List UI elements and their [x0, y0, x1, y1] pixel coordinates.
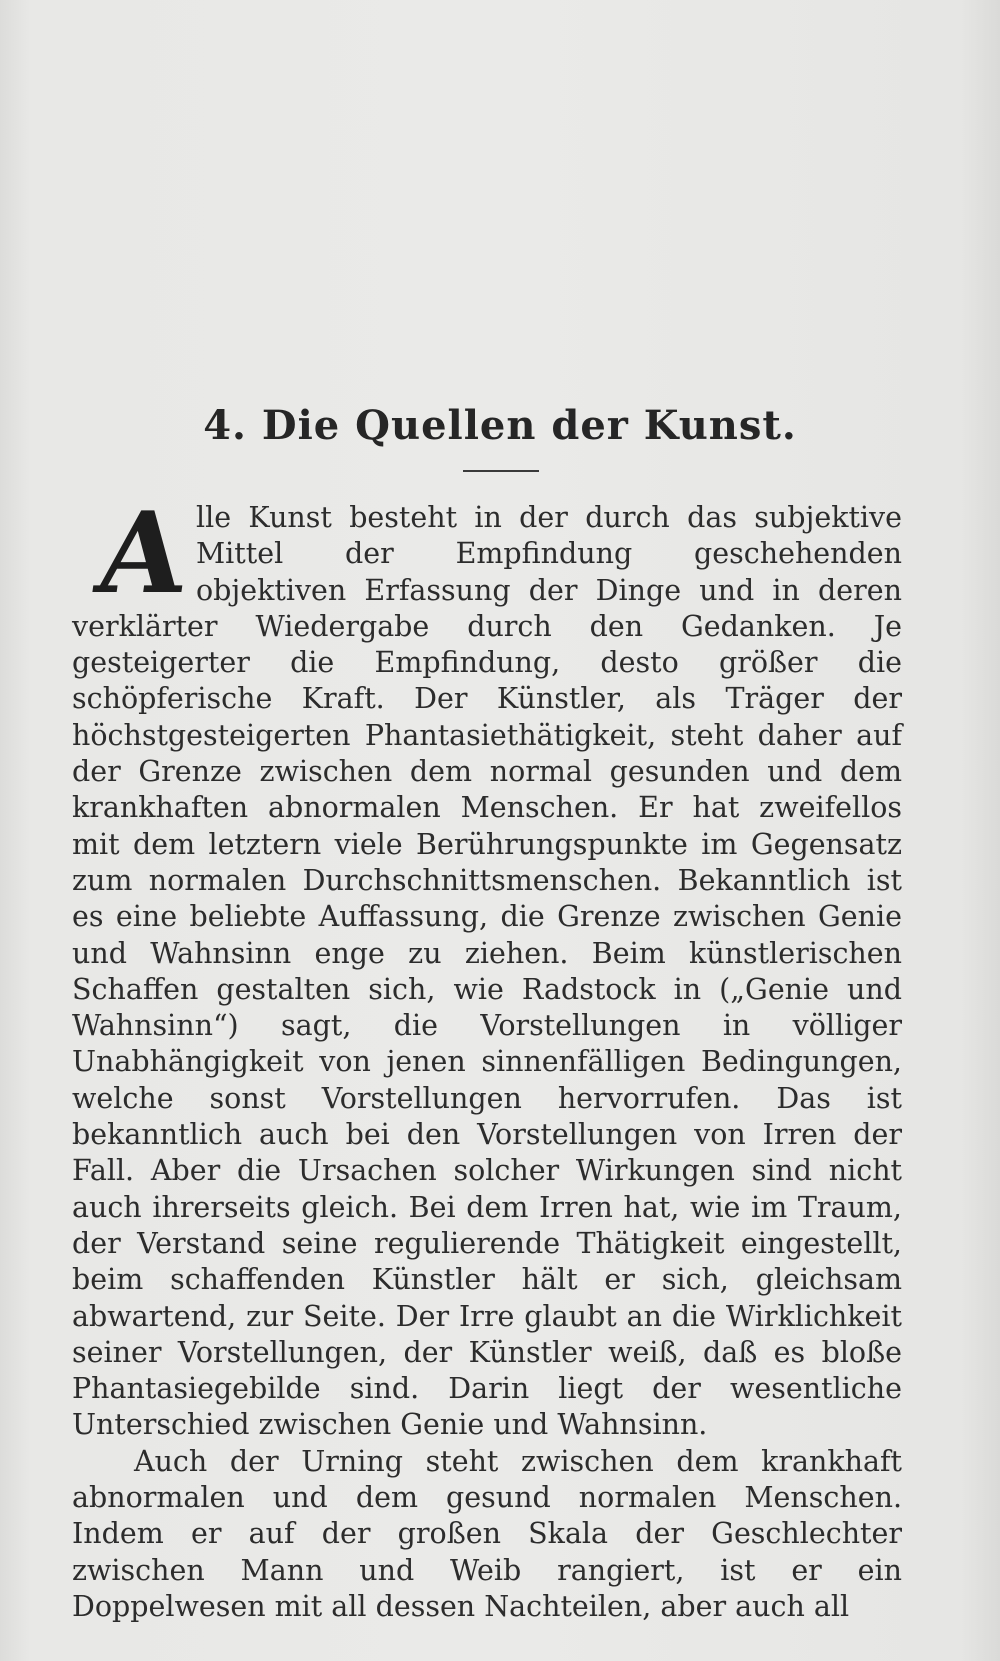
paragraph-1 [72, 488, 902, 1444]
paragraph-2-text: Auch der Urning steht zwischen dem krankhaft abnormalen und dem gesund normalen Menschen. Indem er auf der großen Skala der Geschlechter zwischen Mann und Weib rangiert, ist er ein Doppelwesen mit all dessen Nachteilen, aber auch all [72, 1444, 902, 1623]
chapter-body [72, 488, 902, 1625]
dropcap-initial: A [89, 488, 195, 619]
heading-divider-rule [463, 470, 539, 472]
chapter-heading: 4. Die Quellen der Kunst. [203, 402, 797, 449]
paragraph-2 [72, 1444, 902, 1625]
paragraph-1-text: lle Kunst besteht in der durch das subjektive Mittel der Empfindung geschehenden objektiven Erfassung der Dinge und in deren verklärter Wiedergabe durch den Gedanken. Je gesteigerter die Empfindung, desto größer die schöpferische Kraft. Der Künstler, als Träger der höchstgesteigerten Phantasiethätigkeit, steht daher auf der Grenze zwischen dem normal gesunden und dem krankhaften abnormalen Menschen. Er hat zweifellos mit dem letztern viele Berührungspunkte im Gegensatz zum normalen Durchschnittsmenschen. Bekanntlich ist es eine beliebte Auffassung, die Grenze zwischen Genie und Wahnsinn enge zu ziehen. Beim künstlerischen Schaffen gestalten sich, wie Radstock in („Genie und Wahnsinn“) sagt, die Vorstellungen in völliger Unabhängigkeit von jenen sinnenfälligen Bedingungen, welche sonst Vorstellungen hervorrufen. Das ist bekanntlich auch bei den Vorstellungen von Irren der Fall. Aber die Ursachen solcher Wirkungen sind nicht auch ihrerseits gleich. Bei dem Irren hat, wie im Traum, der Verstand seine regulierende Thätigkeit eingestellt, beim schaffenden Künstler hält er sich, gleichsam abwartend, zur Seite. Der Irre glaubt an die Wirklichkeit seiner Vorstellungen, der Künstler weiß, daß es bloße Phantasiegebilde sind. Darin liegt der wesentliche Unterschied zwischen Genie und Wahnsinn. [72, 501, 902, 1442]
